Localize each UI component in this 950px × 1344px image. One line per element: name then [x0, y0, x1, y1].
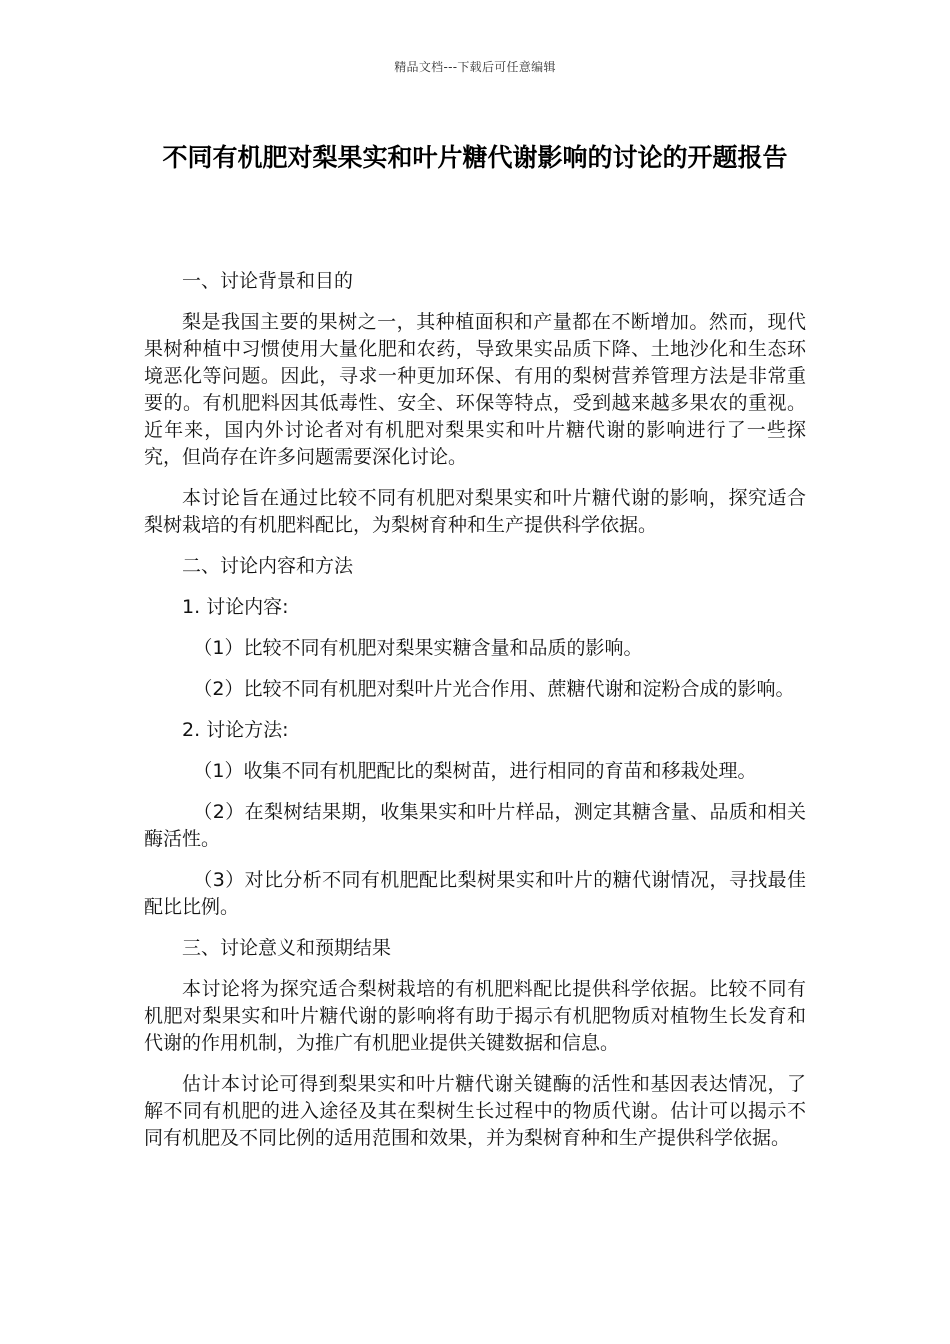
document-title: 不同有机肥对梨果实和叶片糖代谢影响的讨论的开题报告 [162, 143, 788, 172]
subheading-methods: 2. 讨论方法: [182, 719, 289, 741]
subheading-content: 1. 讨论内容: [182, 596, 289, 618]
list-item-method-1: （1）收集不同有机肥配比的梨树苗，进行相同的育苗和移栽处理。 [193, 760, 757, 782]
list-item-content-2: （2）比较不同有机肥对梨叶片光合作用、蔗糖代谢和淀粉合成的影响。 [193, 678, 795, 700]
paragraph-background: 梨是我国主要的果树之一，其种植面积和产量都在不断增加。然而，现代果树种植中习惯使用大量化肥和农药，导致果实品质下降、土地沙化和生态环境恶化等问题。因此，寻求一种更加环保、有用的梨树营养管理方法是非常重要的。有机肥料因其低毒性、安全、环保等特点，受到越来越多果农的重视。近年来，国内外讨论者对有机肥对梨果实和叶片糖代谢的影响进行了一些探究，但尚存在许多问题需要深化讨论。 [144, 311, 806, 468]
document-body [144, 268, 806, 1166]
section-heading-content-methods: 二、讨论内容和方法 [182, 555, 354, 577]
paragraph-expected-results: 估计本讨论可得到梨果实和叶片糖代谢关键酶的活性和基因表达情况，了解不同有机肥的进入途径及其在梨树生长过程中的物质代谢。估计可以揭示不同有机肥及不同比例的适用范围和效果，并为梨树育种和生产提供科学依据。 [144, 1073, 806, 1149]
section-heading-significance: 三、讨论意义和预期结果 [182, 937, 392, 959]
header-note: 精品文档---下载后可任意编辑 [394, 60, 556, 74]
section-heading-background: 一、讨论背景和目的 [182, 270, 354, 292]
list-item-content-1: （1）比较不同有机肥对梨果实糖含量和品质的影响。 [193, 637, 643, 659]
paragraph-significance: 本讨论将为探究适合梨树栽培的有机肥料配比提供科学依据。比较不同有机肥对梨果实和叶片糖代谢的影响将有助于揭示有机肥物质对植物生长发育和代谢的作用机制，为推广有机肥业提供关键数据和信息。 [144, 978, 806, 1054]
paragraph-purpose: 本讨论旨在通过比较不同有机肥对梨果实和叶片糖代谢的影响，探究适合梨树栽培的有机肥料配比，为梨树育种和生产提供科学依据。 [144, 487, 806, 536]
list-item-method-3: （3）对比分析不同有机肥配比梨树果实和叶片的糖代谢情况，寻找最佳配比比例。 [144, 869, 806, 918]
list-item-method-2: （2）在梨树结果期，收集果实和叶片样品，测定其糖含量、品质和相关酶活性。 [144, 801, 806, 850]
